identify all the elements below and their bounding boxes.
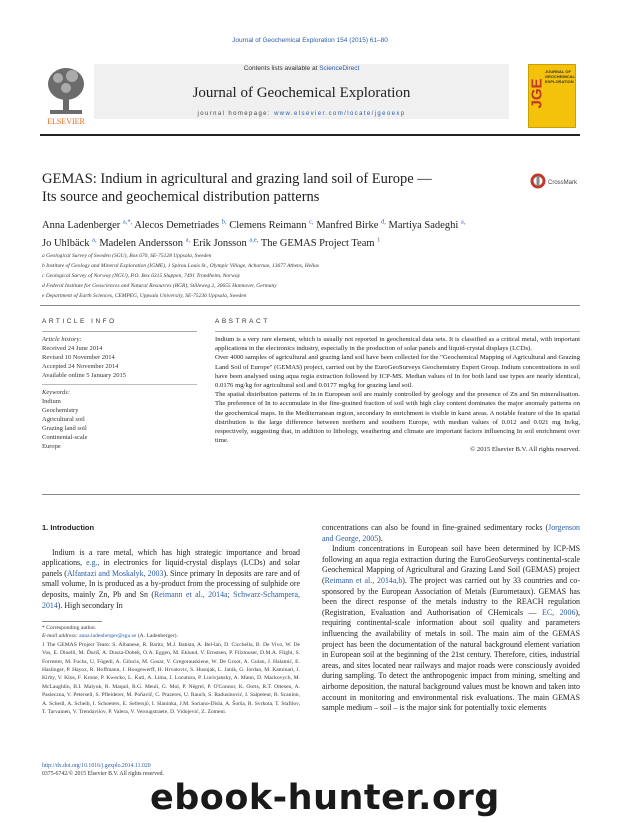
citation-link[interactable]: e.g., [86, 558, 100, 568]
author[interactable]: The GEMAS Project Team $^1$ [260, 236, 381, 249]
homepage-url[interactable]: www.elsevier.com/locate/jgeoexp [274, 111, 406, 117]
history-item: Accepted 24 November 2014 [42, 363, 119, 370]
author[interactable]: Madelen Andersson $^{a,}$ [99, 236, 191, 249]
body-paragraph: concentrations can also be found in fine-grained sedimentary rocks (Jorgenson and George, 2005). [322, 523, 580, 543]
article-info-rule [42, 331, 197, 332]
author[interactable]: Martiya Sadeghi $^{a,}$ [388, 218, 466, 231]
contents-line [94, 65, 509, 72]
abstract-body [215, 335, 580, 455]
keyword: Agricultural soil [42, 416, 85, 423]
citation-link[interactable]: Jorgenson and George, 2005 [322, 523, 580, 543]
keyword: Geochemistry [42, 407, 79, 414]
citation-link[interactable]: Reimann et al., 2014a; Schwarz-Schampera, 2014 [42, 589, 300, 610]
keyword: Continental-scale [42, 434, 88, 441]
keyword: Indium [42, 398, 61, 405]
journal-cover-thumbnail [528, 64, 576, 128]
affiliation: b Institute of Geology and Mineral Exploration (IGME), 1 Spirou Louis St., Olympic Village, Acharnae, 13677 Athens, Hellas [42, 263, 320, 269]
body-paragraph: Indium is a rare metal, which has high strategic importance and broad applications, e.g., in electronics for liquid-crystal displays (LCDs) and solar panels (Alfantazi and Moskalyk, 2003). Since primary In deposits are rare and of small volume, In is produced as a by-product from the processing of sulphide ore deposits, mainly Zn, Pb and Sn (Reimann et al., 2014a; Schwarz-Schampera, 2014). High secondary In [42, 547, 301, 610]
cover-abbrev: JGE [528, 78, 546, 109]
cover-title: JOURNAL OF GEOCHEMICAL EXPLORATION [545, 69, 575, 84]
affiliations [42, 251, 582, 301]
email-link[interactable]: anna.ladenberger@sgu.se [79, 633, 137, 640]
affiliation-rule [40, 305, 580, 306]
abstract-paragraph: Over 4000 samples of agricultural and grazing land soil have been collected for the "Geochemical Mapping of Agricultural and Grazing Land Soil of Europe" (GEMAS) project, carried out by the EuroGeoSurveys Geochemistry Expert Group. Indium concentrations in soil have been analysed using aqua regia extraction followed by ICP-MS. Median values of In for both land use types are nearly identical, 0.0176 mg/kg for agricultural soil and 0.0177 mg/kg for grazing land soil. [215, 354, 580, 390]
abstract-rule [215, 331, 580, 332]
affiliation: a Geological Survey of Sweden (SGU), Box 670, SE-75128 Uppsala, Sweden [42, 253, 212, 259]
citation-link[interactable]: Reimann et al., 2014a,b [324, 575, 403, 585]
journal-homepage [94, 111, 509, 117]
team-footnote: 1 The GEMAS Project Team: S. Albanese, R. Baritz, M.J. Batista, A. Bel-lan, D. Cicchella, B. De Vivo, W. De Vos, E. Dinelli, M. Ďuriš, A. Dusza-Dobek, O.A. Eggen, M. Eklund, V. Ernstsen, P. Filzmoser, D.M.A. Flight, S. Forrester, M. Fuchs, U. Fügedi, A. Gilucis, M. Gosar, V. Gregorauskiene, W. De Groot, A. Gulan, J. Halamić, E. Haslinger, P. Hayoz, R. Hoffmann, J. Hoogewerff, H. Hrvatovic, S. Husnjak, L. Janik, G. Jordan, M. Kaminari, J. Kirby, V. Klos, F. Krone, P. Kwecko, L. Kuti, A. Lima, J. Locutura, P. Lucivjansky, A. Mann, D. Mackovych, M. McLaughlin, B.I. Malyuk, R. Maquil, R.G. Meuli, G. Mol, P. Négrel, P. O'Connor, K. Oorts, R.T. Ottesen, A. Pasieczna, V. Petersell, S. Pfleiderer, M. Poňavič, C. Prazeres, U. Rauch, S. Radusinović, I. Salpeteur, R. Scanlon, A. Schedl, A. Scheib, I. Schoeters, E. Sellersjö, I. Slaninka, J.M. Soriano-Disla, A. Šorša, R. Svrkota, T. Stafilov, T. Tarvainen, V. Trendavilov, P. Valera, V. Verougstraete, D. Vidojević, Z. Zomeni. [42, 641, 300, 716]
body-column-left [42, 523, 300, 611]
body-column-right [322, 523, 580, 714]
contents-prefix: Contents lists available at [243, 65, 320, 72]
watermark: ebook-hunter.org [150, 778, 500, 818]
corresponding-author-note: * Corresponding author. [42, 625, 97, 631]
keywords-label: Keywords: [42, 389, 70, 396]
homepage-prefix: journal homepage: [197, 111, 275, 117]
info-divider [42, 384, 197, 385]
author-list [42, 214, 582, 251]
doi-block [42, 762, 302, 778]
abstract-paragraph: Indium is a very rare element, which is usually not reported in geochemical data sets. It is classified as a critical metal, with important applications in the electronics industry, especially in the production of solar panels and liquid-crystal displays (LCDs). [215, 336, 580, 353]
keyword: Grazing land soil [42, 425, 87, 432]
affiliation: c Geological Survey of Norway (NGU), P.O. Box 6315 Sluppen, 7491 Trondheim, Norway [42, 273, 241, 279]
abstract-heading: ABSTRACT [215, 318, 270, 325]
elsevier-logo [42, 64, 90, 126]
article-info-heading: ARTICLE INFO [42, 318, 117, 325]
sciencedirect-link[interactable]: ScienceDirect [319, 65, 360, 72]
article-title: GEMAS: Indium in agricultural and grazing land soil of Europe — Its source and geochemical distribution patterns [42, 171, 432, 205]
doi-link[interactable]: http://dx.doi.org/10.1016/j.gexplo.2014.11.020 [42, 763, 151, 769]
author[interactable]: Manfred Birke $^{d,}$ [316, 218, 386, 231]
affiliation: d Federal Institute for Geosciences and Natural Resources (BGR), Stilleweg 2, 30655 Hannover, Germany [42, 283, 277, 289]
copyright-line: © 2015 Elsevier B.V. All rights reserved. [470, 446, 580, 454]
history-item: Revised 10 November 2014 [42, 354, 115, 361]
article-info [42, 335, 197, 451]
crossmark-label: CrossMark [548, 180, 578, 186]
journal-citation[interactable]: Journal of Geochemical Exploration 154 (2015) 61–80 [232, 37, 388, 44]
issn-line: 0375-6742/© 2015 Elsevier B.V. All rights reserved. [42, 771, 164, 777]
body-paragraph: Indium concentrations in European soil have been determined by ICP-MS following an aqua regia extraction during the EuroGeoSurveys continental-scale Geochemical Mapping of Agricultural and Grazing Land Soil (GEMAS) project (Reimann et al., 2014a,b). The project was carried out by 33 countries and co-sponsored by the European Association of Metals (Eurometaux). GEMAS has been the direct response of the metals industry to the REACH regulation (Registration, Evaluation and Authorisation of CHemicals — EC, 2006), requiring continental-scale information about soil quality and parameters influencing the availability of metals in soil. The main aim of the GEMAS project has been the documentation of the natural background element variation in European soil at the beginning of the 21st century. Therefore, cities, industrial areas, and sites located near railways and major roads were consciously avoided during sampling. To detect the anthropogenic impact from mining, smelting and airborne deposition, the natural background values must be known and taken into account in monitoring and environmental risk evaluations. The main GEMAS sample medium – soil – is the major sink for potentially toxic elements [322, 544, 581, 713]
author[interactable]: Alecos Demetriades $^{b,}$ [134, 218, 227, 231]
crossmark-badge[interactable] [530, 172, 586, 190]
author[interactable]: Erik Jonsson $^{a,e,}$ [192, 236, 259, 249]
citation-link[interactable]: EC, 2006 [542, 607, 576, 617]
citation-link[interactable]: Alfantazi and Moskalyk, 2003 [66, 568, 164, 578]
author[interactable]: Clemens Reimann $^{c,}$ [229, 218, 314, 231]
journal-name: Journal of Geochemical Exploration [192, 85, 411, 101]
abstract-paragraph: The spatial distribution patterns of In in European soil are mainly controlled by geology and the presence of Zn and Sn mineralisation. The preference of In to accumulate in the fine-grained fraction of soil with high clay content dominates the major anomaly patterns on the geochemical maps. In the Mediterranean region, secondary In enrichment is visible in karst areas. A notable feature of the In spatial distribution is the large difference between northern and southern Europe, with median values of 0.012 and 0.021 mg In/kg, respectively, suggesting that, in addition to lithology, weathering and climate are important factors influencing In soil enrichment over time. [215, 391, 580, 445]
author[interactable]: Anna Ladenberger $^{a,*,}$ [42, 218, 133, 231]
author[interactable]: Jo Uhlbäck $^{a,}$ [42, 236, 97, 249]
email-note: E-mail address: anna.ladenberger@sgu.se (A. Ladenberger). [42, 633, 178, 640]
elsevier-wordmark: ELSEVIER [47, 117, 85, 126]
history-label: Article history: [42, 336, 82, 343]
header-rule [40, 134, 580, 136]
abstract-bottom-rule [42, 494, 580, 495]
footnote-rule [42, 621, 102, 622]
footnotes [42, 624, 300, 716]
section-heading: 1. Introduction [42, 523, 95, 532]
keyword: Europe [42, 443, 61, 450]
history-item: Available online 5 January 2015 [42, 372, 126, 379]
affiliation: e Department of Earth Sciences, CEMPEG, Uppsala University, SE-75236 Uppsala, Sweden [42, 293, 247, 299]
history-item: Received 24 June 2014 [42, 345, 103, 352]
